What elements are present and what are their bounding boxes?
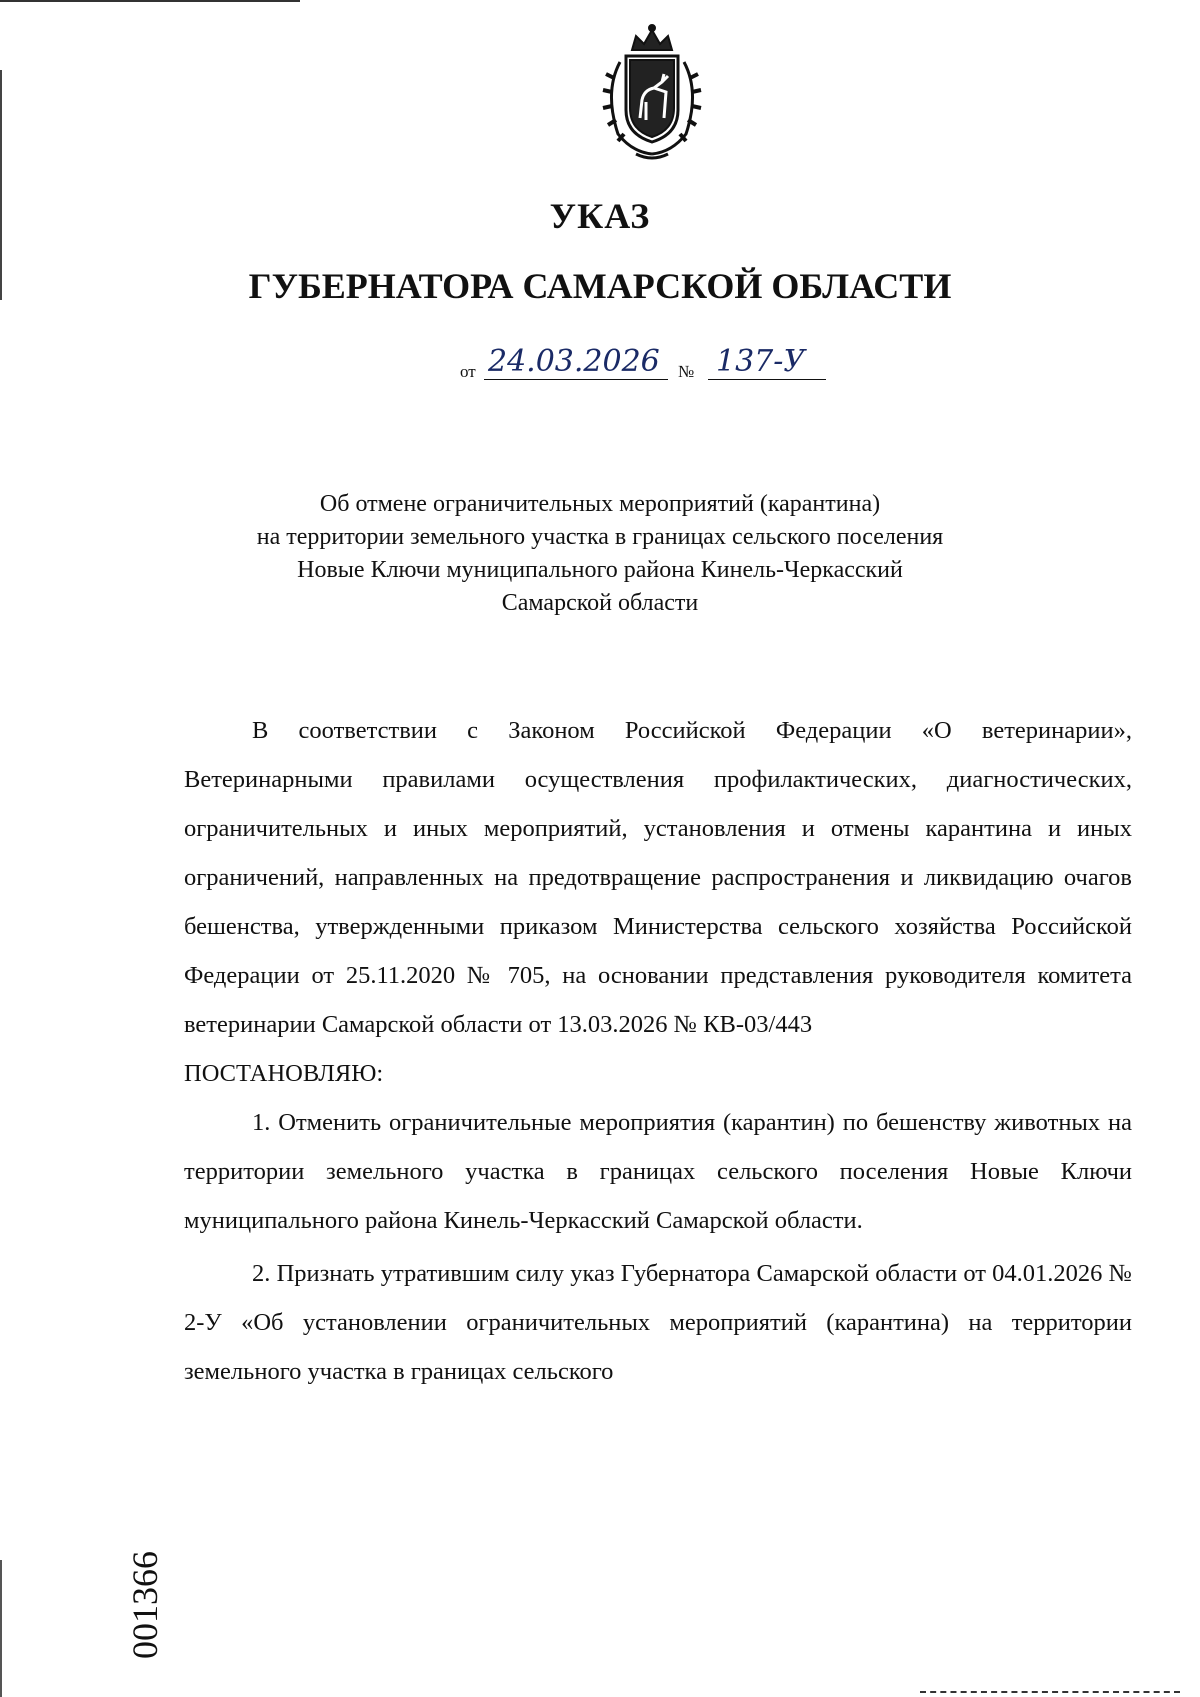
subject-line: Об отмене ограничительных мероприятий (карантина) (319, 491, 881, 517)
margin-serial-number (115, 1525, 175, 1685)
subject-line: Новые Ключи муниципального района Кинель-Черкасский (297, 557, 903, 583)
resolve-keyword: ПОСТАНОВЛЯЮ: (184, 1060, 384, 1087)
handwritten-number: 137-У (708, 344, 826, 380)
date-number-line (460, 344, 880, 390)
document-type-title: УКАЗ (549, 196, 651, 236)
decree-subject (200, 488, 1000, 620)
decree-body (184, 706, 1132, 1396)
issuer-title: ГУБЕРНАТОРА САМАРСКОЙ ОБЛАСТИ (248, 266, 952, 306)
scan-artifact-left-line-lower (0, 1560, 2, 1697)
date-prefix: от (460, 362, 476, 381)
item-2-paragraph: 2. Признать утратившим силу указ Губернатора Самарской области от 04.01.2026 № 2-У «Об установлении ограничительных мероприятий (карантина) на территории земельного участка в границах сельского (184, 1260, 1132, 1385)
preamble-paragraph: В соответствии с Законом Российской Федерации «О ветеринарии», Ветеринарными правилами осуществления профилактических, диагностических, ограничительных и иных мероприятий, установления и отмены карантина и иных ограничений, направленных на предотвращение распространения и ликвидацию очагов бешенства, утвержденными приказом Министерства сельского хозяйства Российской Федерации от 25.11.2020 № 705, на основании представления руководителя комитета ветеринарии Самарской области от 13.03.2026 № КВ-03/443 (184, 717, 1132, 1038)
scan-artifact-bottom-line (920, 1691, 1180, 1693)
scan-artifact-top-line (0, 0, 300, 2)
samara-coat-of-arms-emblem (584, 22, 720, 162)
item-1-paragraph: 1. Отменить ограничительные мероприятия (карантин) по бешенству животных на территории земельного участка в границах сельского поселения Новые Ключи муниципального района Кинель-Черкасский Самарской области. (184, 1109, 1132, 1234)
margin-serial-text: 001366 (125, 1551, 165, 1659)
subject-line: Самарской области (501, 590, 699, 616)
handwritten-date: 24.03.2026 (484, 344, 668, 380)
subject-line: на территории земельного участка в границах сельского поселения (256, 524, 944, 550)
number-sign: № (678, 362, 695, 381)
